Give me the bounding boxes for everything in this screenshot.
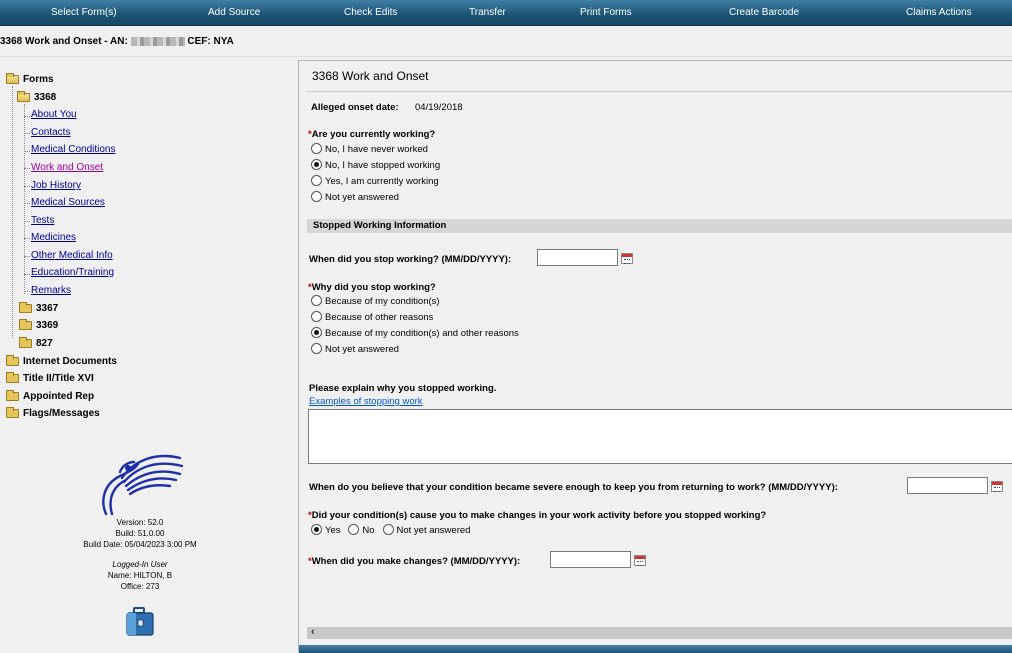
changes-option-no[interactable]: No bbox=[362, 525, 375, 536]
folder-open-icon bbox=[6, 75, 19, 84]
tree-connector bbox=[24, 256, 30, 257]
stop-date-input[interactable] bbox=[537, 249, 618, 266]
tree-connector bbox=[24, 168, 30, 169]
folder-icon bbox=[6, 409, 19, 418]
folder-open-icon bbox=[17, 93, 30, 102]
tree-connector bbox=[24, 238, 30, 239]
logged-in-label: Logged-In User bbox=[112, 560, 168, 569]
case-title: 3368 Work and Onset - AN: bbox=[0, 36, 128, 47]
why-option-both[interactable]: Because of my condition(s) and other reasons bbox=[311, 327, 519, 339]
currently-working-question: *Are you currently working? bbox=[308, 129, 436, 140]
folder-icon bbox=[19, 339, 32, 348]
tree-link-medicines[interactable]: Medicines bbox=[31, 232, 77, 243]
user-name-label: Name: HILTON, B bbox=[107, 571, 173, 580]
working-option-not-answered[interactable]: Not yet answered bbox=[311, 191, 399, 203]
tree-folder-3369[interactable]: 3369 bbox=[19, 320, 58, 331]
working-option-stopped[interactable]: No, I have stopped working bbox=[311, 159, 440, 171]
tree-connector bbox=[24, 274, 30, 275]
tree-connector bbox=[24, 186, 30, 187]
changes-options bbox=[311, 524, 470, 536]
tree-link-medical-sources[interactable]: Medical Sources bbox=[31, 197, 105, 208]
tree-link-tests[interactable]: Tests bbox=[31, 215, 55, 226]
calendar-icon[interactable] bbox=[991, 481, 1003, 492]
changes-option-not-answered[interactable]: Not yet answered bbox=[396, 525, 471, 536]
working-option-never[interactable]: No, I have never worked bbox=[311, 143, 428, 155]
radio-button-selected[interactable] bbox=[311, 327, 322, 338]
stop-date-label: When did you stop working? (MM/DD/YYYY): bbox=[309, 254, 512, 265]
tree-link-remarks[interactable]: Remarks bbox=[31, 285, 72, 296]
tree-folder-internet-documents[interactable]: Internet Documents bbox=[6, 356, 117, 367]
version-label: Version: 52.0 bbox=[116, 518, 164, 527]
menu-check-edits[interactable]: Check Edits bbox=[344, 7, 398, 18]
radio-button[interactable] bbox=[311, 175, 322, 186]
tree-link-other-medical-info[interactable]: Other Medical Info bbox=[31, 250, 113, 261]
changes-date-input[interactable] bbox=[550, 551, 631, 568]
radio-button-selected[interactable] bbox=[311, 524, 322, 535]
folder-icon bbox=[6, 374, 19, 383]
form-panel bbox=[298, 60, 1012, 652]
case-header bbox=[0, 36, 234, 47]
agency-eagle-logo bbox=[98, 448, 184, 518]
tree-connector bbox=[24, 133, 30, 134]
tree-folder-827[interactable]: 827 bbox=[19, 338, 53, 349]
tree-folder-flags-messages[interactable]: Flags/Messages bbox=[6, 408, 100, 419]
redacted-account-number bbox=[131, 37, 185, 46]
why-option-not-answered[interactable]: Not yet answered bbox=[311, 343, 399, 355]
tree-folder-appointed-rep[interactable]: Appointed Rep bbox=[6, 391, 94, 402]
horizontal-scrollbar[interactable] bbox=[307, 627, 1012, 639]
tree-connector bbox=[24, 221, 30, 222]
tree-folder-forms[interactable]: Forms bbox=[6, 74, 54, 85]
tree-link-about-you[interactable]: About You bbox=[31, 109, 77, 120]
why-option-other[interactable]: Because of other reasons bbox=[311, 311, 433, 323]
build-label: Build: 51.0.00 bbox=[115, 529, 165, 538]
tree-connector bbox=[12, 86, 13, 338]
radio-button[interactable] bbox=[383, 524, 394, 535]
menu-create-barcode[interactable]: Create Barcode bbox=[729, 7, 800, 18]
calendar-icon[interactable] bbox=[621, 253, 633, 264]
why-option-condition[interactable]: Because of my condition(s) bbox=[311, 295, 440, 307]
tree-connector bbox=[24, 291, 30, 292]
menu-add-source[interactable]: Add Source bbox=[208, 7, 261, 18]
severe-date-input[interactable] bbox=[907, 477, 988, 494]
page-title: 3368 Work and Onset bbox=[312, 69, 429, 83]
radio-button[interactable] bbox=[311, 143, 322, 154]
radio-button[interactable] bbox=[311, 295, 322, 306]
onset-date-value: 04/19/2018 bbox=[415, 102, 463, 113]
tree-link-contacts[interactable]: Contacts bbox=[31, 127, 71, 138]
calendar-icon[interactable] bbox=[634, 555, 646, 566]
changes-question: *Did your condition(s) cause you to make changes in your work activity before you stopped working? bbox=[308, 510, 767, 521]
cef-status: CEF: NYA bbox=[187, 36, 234, 47]
menu-bar bbox=[0, 0, 1012, 26]
section-stopped-working: Stopped Working Information bbox=[307, 219, 1012, 233]
folder-icon bbox=[19, 304, 32, 313]
menu-claims-actions[interactable]: Claims Actions bbox=[906, 7, 972, 18]
menu-transfer[interactable]: Transfer bbox=[469, 7, 506, 18]
onset-date-label: Alleged onset date: bbox=[311, 102, 399, 113]
tree-connector bbox=[24, 151, 30, 152]
tree-link-work-and-onset[interactable]: Work and Onset bbox=[31, 162, 104, 173]
radio-button[interactable] bbox=[348, 524, 359, 535]
severe-date-label: When do you believe that your condition became severe enough to keep you from returning to work? (MM/DD/YYYY): bbox=[309, 482, 838, 493]
radio-button-selected[interactable] bbox=[311, 159, 322, 170]
menu-print-forms[interactable]: Print Forms bbox=[580, 7, 632, 18]
header-divider bbox=[0, 56, 1012, 57]
why-stop-question: *Why did you stop working? bbox=[308, 282, 436, 293]
explain-textarea[interactable] bbox=[308, 409, 1012, 464]
toolbox-icon[interactable] bbox=[124, 606, 156, 638]
folder-icon bbox=[6, 392, 19, 401]
office-label: Office: 273 bbox=[120, 582, 160, 591]
tree-link-job-history[interactable]: Job History bbox=[31, 180, 82, 191]
tree-folder-title-ii-xvi[interactable]: Title II/Title XVI bbox=[6, 373, 94, 384]
tree-link-education-training[interactable]: Education/Training bbox=[31, 267, 115, 278]
tree-connector bbox=[24, 116, 30, 117]
explain-label: Please explain why you stopped working. bbox=[309, 383, 497, 394]
folder-icon bbox=[19, 321, 32, 330]
changes-date-label: *When did you make changes? (MM/DD/YYYY): bbox=[308, 556, 521, 567]
tree-folder-3367[interactable]: 3367 bbox=[19, 303, 58, 314]
radio-button[interactable] bbox=[311, 311, 322, 322]
working-option-currently[interactable]: Yes, I am currently working bbox=[311, 175, 439, 187]
folder-icon bbox=[6, 357, 19, 366]
menu-select-forms[interactable]: Select Form(s) bbox=[51, 7, 117, 18]
radio-button[interactable] bbox=[311, 191, 322, 202]
tree-link-medical-conditions[interactable]: Medical Conditions bbox=[31, 144, 116, 155]
tree-folder-3368[interactable]: 3368 bbox=[17, 92, 56, 103]
build-date-label: Build Date: 05/04/2023 3:00 PM bbox=[83, 540, 197, 549]
tree-connector bbox=[24, 203, 30, 204]
title-divider bbox=[307, 91, 1012, 92]
changes-option-yes[interactable]: Yes bbox=[325, 525, 341, 536]
scroll-left-icon[interactable]: ‹ bbox=[311, 626, 315, 638]
examples-of-stopping-work-link[interactable]: Examples of stopping work bbox=[309, 396, 423, 407]
radio-button[interactable] bbox=[311, 343, 322, 354]
